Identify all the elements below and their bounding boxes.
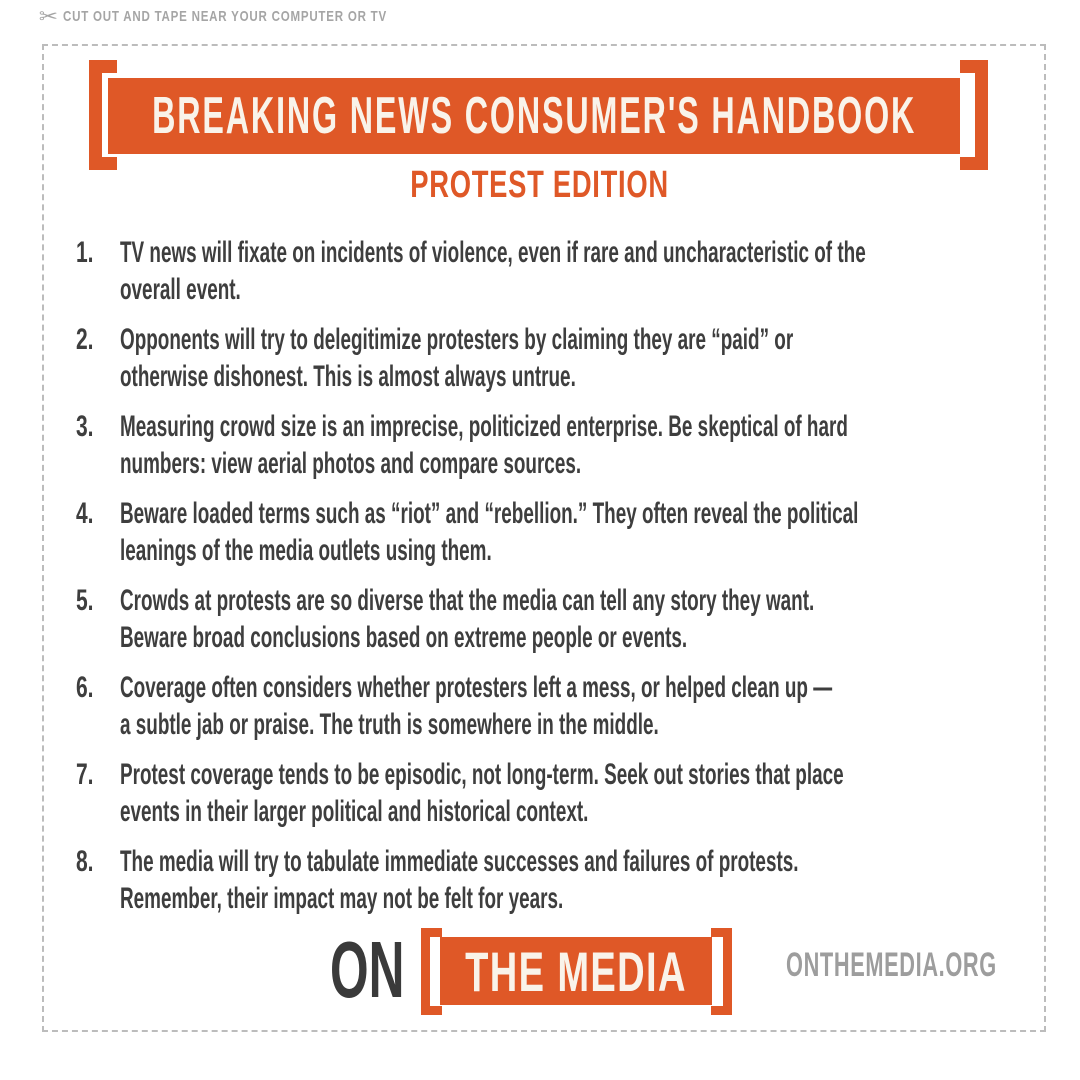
- cut-instruction-row: [40, 4, 484, 29]
- item-text: [120, 495, 1080, 569]
- item-text-line: Protest coverage tends to be episodic, not long-term. Seek out stories that place: [120, 758, 844, 791]
- list-item: [76, 843, 1026, 917]
- on-the-media-logo-on: ON: [330, 925, 405, 1014]
- item-number: 5.: [76, 584, 94, 617]
- website-url: ONTHEMEDIA.ORG: [786, 946, 997, 984]
- item-text-line: otherwise dishonest. This is almost always untrue.: [120, 360, 576, 393]
- item-text-line: Remember, their impact may not be felt for years.: [120, 882, 564, 915]
- item-text-line: TV news will fixate on incidents of violence, even if rare and uncharacteristic of the: [120, 236, 866, 269]
- list-item: [76, 756, 1026, 830]
- item-text-line: Measuring crowd size is an imprecise, politicized enterprise. Be skeptical of hard: [120, 410, 848, 443]
- header-right-bracket: [960, 60, 988, 170]
- item-number: 3.: [76, 410, 94, 443]
- handbook-title: BREAKING NEWS CONSUMER'S HANDBOOK: [151, 87, 917, 145]
- item-text-line: Beware loaded terms such as “riot” and “rebellion.” They often reveal the political: [120, 497, 859, 530]
- list-item: [76, 234, 1026, 308]
- item-number: 2.: [76, 323, 94, 356]
- item-text-line: Beware broad conclusions based on extreme people or events.: [120, 621, 688, 654]
- list-item: [76, 669, 1026, 743]
- item-text-line: Opponents will try to delegitimize protesters by claiming they are “paid” or: [120, 323, 794, 356]
- item-text: [120, 669, 1080, 743]
- item-text: [120, 321, 1080, 395]
- handbook-list: [76, 234, 1026, 930]
- list-item: [76, 582, 1026, 656]
- logo-right-bracket: [711, 928, 732, 1015]
- item-text: [120, 756, 1080, 830]
- edition-label: PROTEST EDITION: [410, 164, 670, 206]
- item-number: 8.: [76, 845, 94, 878]
- item-text-line: numbers: view aerial photos and compare sources.: [120, 447, 582, 480]
- item-text-line: a subtle jab or praise. The truth is somewhere in the middle.: [120, 708, 659, 741]
- item-text: [120, 408, 1080, 482]
- item-number: 7.: [76, 758, 94, 791]
- item-text-line: Coverage often considers whether protesters left a mess, or helped clean up —: [120, 671, 833, 704]
- item-text: [120, 843, 1080, 917]
- item-number: 4.: [76, 497, 94, 530]
- handbook-title-bar: [108, 78, 960, 154]
- item-text-line: The media will try to tabulate immediate successes and failures of protests.: [120, 845, 799, 878]
- cut-instruction-label: CUT OUT AND TAPE NEAR YOUR COMPUTER OR TV: [62, 8, 387, 25]
- item-number: 1.: [76, 236, 94, 269]
- logo-left-bracket: [421, 928, 442, 1015]
- edition-row: [0, 164, 1080, 207]
- item-number: 6.: [76, 671, 94, 704]
- item-text-line: Crowds at protests are so diverse that the media can tell any story they want.: [120, 584, 815, 617]
- list-item: [76, 408, 1026, 482]
- on-the-media-logo-text: THE MEDIA: [465, 939, 687, 1003]
- on-the-media-logo-box: [440, 937, 712, 1005]
- item-text: [120, 582, 1080, 656]
- item-text-line: leanings of the media outlets using them.: [120, 534, 492, 567]
- list-item: [76, 495, 1026, 569]
- scissors-icon: ✂: [38, 6, 59, 28]
- list-item: [76, 321, 1026, 395]
- item-text-line: overall event.: [120, 273, 241, 306]
- item-text-line: events in their larger political and historical context.: [120, 795, 589, 828]
- item-text: [120, 234, 1080, 308]
